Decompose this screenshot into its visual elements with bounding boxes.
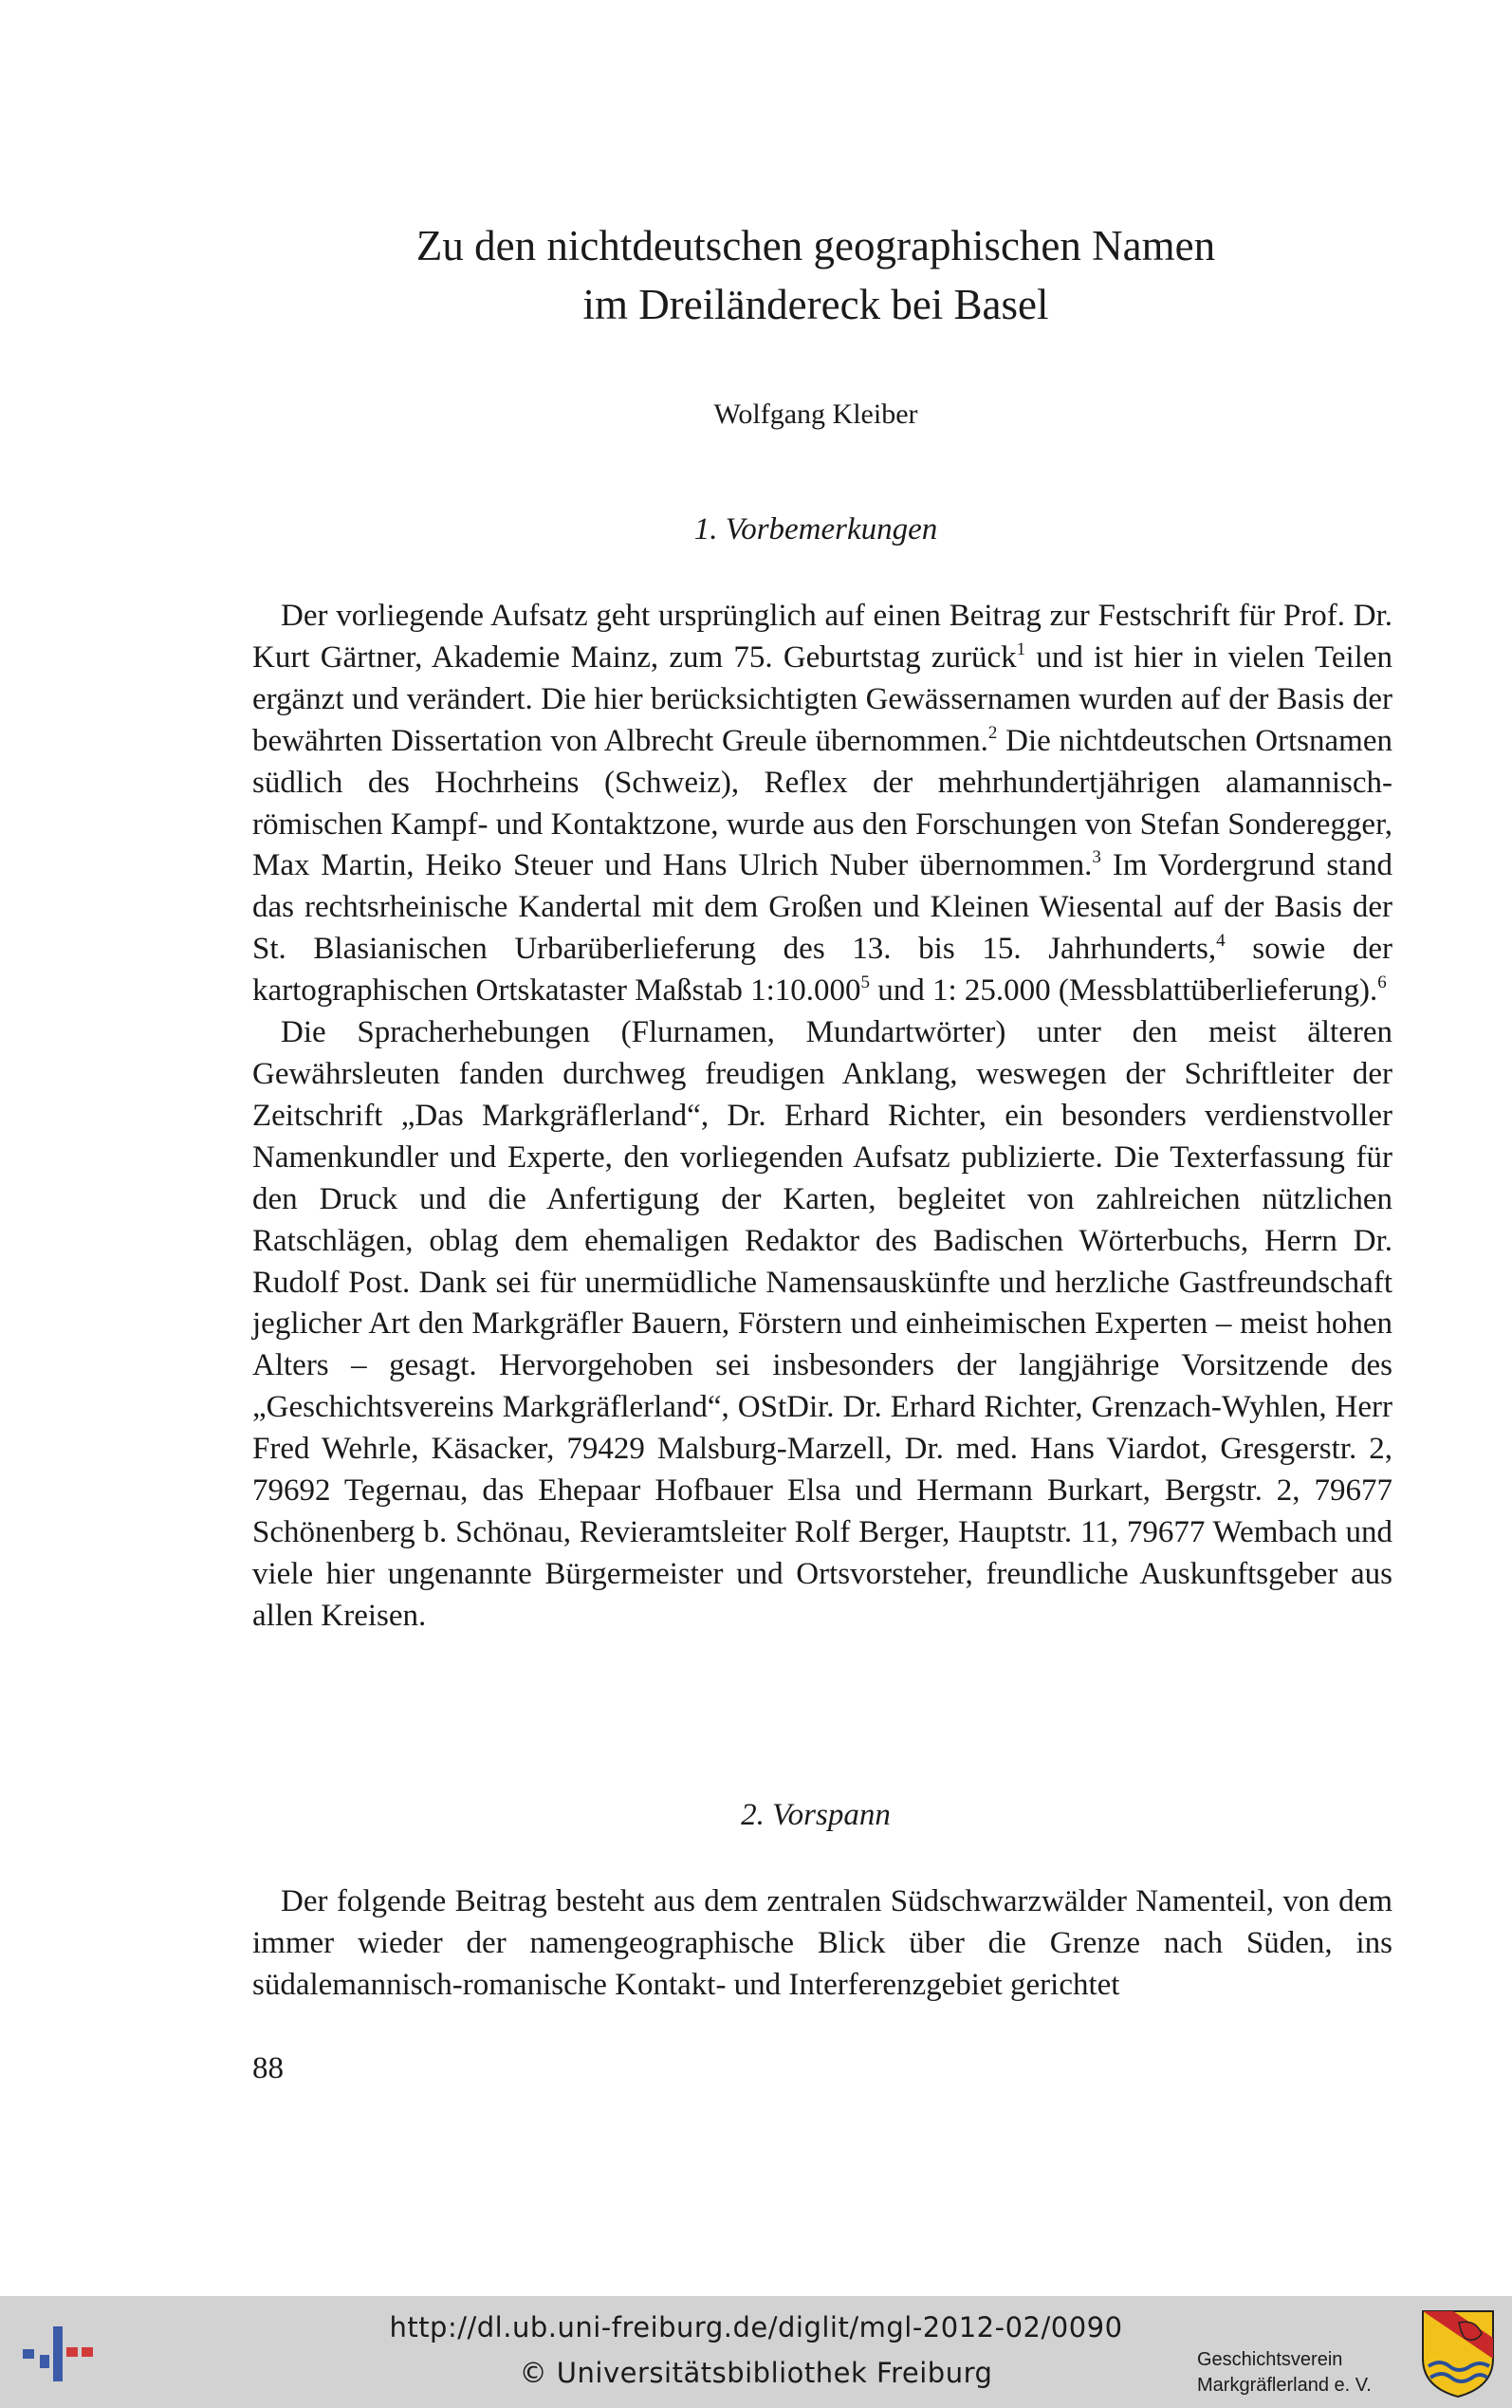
footer-bar — [0, 2296, 1512, 2408]
text-run: und ist hier in vielen Teilen ergänzt und verändert. Die hier berücksichtigten Gewässernamen wurden auf der Basis der bewährten Dissertation von Albrecht Greule übernommen. — [252, 639, 1392, 758]
footnote-ref[interactable]: 4 — [1216, 931, 1226, 952]
footnote-ref[interactable]: 1 — [1016, 639, 1026, 659]
text-run: sowie der kartographischen Ortskataster Maßstab 1:10.000 — [252, 932, 1392, 1009]
text-run: Die nichtdeutschen Ortsnamen südlich des Hochrheins (Schweiz), Reflex der mehrhundertjährigen alamannisch-römischen Kampf- und Kontaktzone, wurde aus den Forschungen von Stefan Sonderegger, Max Martin, Heiko Steuer und Hans Ulrich Nuber übernommen. — [252, 723, 1392, 883]
footnote-ref[interactable]: 6 — [1377, 972, 1387, 993]
footer-copyright: © Universitätsbibliothek Freiburg — [519, 2357, 993, 2389]
section-2-body — [252, 1881, 1392, 2007]
footer-organization — [1197, 2347, 1372, 2399]
author-name: Wolfgang Kleiber — [713, 398, 918, 430]
footnote-ref[interactable]: 2 — [987, 722, 998, 743]
section-heading-2: 2. Vorspann — [741, 1798, 891, 1832]
section-heading-1: 1. Vorbemerkungen — [693, 512, 938, 546]
footnote-ref[interactable]: 5 — [860, 972, 871, 993]
coat-of-arms-icon — [1421, 2309, 1495, 2399]
org-line-2: Markgräflerland e. V. — [1197, 2375, 1372, 2396]
title-line-1: Zu den nichtdeutschen geographischen Namen — [415, 222, 1216, 269]
org-line-1: Geschichtsverein — [1197, 2349, 1343, 2370]
section-1-body — [252, 596, 1392, 1638]
text-run: und 1: 25.000 (Messblattüberlieferung). — [870, 973, 1378, 1009]
article-title — [0, 216, 1512, 334]
paragraph-2: Die Spracherhebungen (Flurnamen, Mundartwörter) unter den meist älteren Gewährsleuten fanden durchweg freudigen Anklang, weswegen der Schriftleiter der Zeitschrift „Das Markgräflerland“, Dr. Erhard Richter, ein besonders verdienstvoller Namenkundler und Experte, den vorliegenden Aufsatz publizierte. Die Texterfassung für den Druck und die Anfertigung der Karten, begleitet von zahlreichen nützlichen Ratschlägen, oblag dem ehemaligen Redaktor des Badischen Wörterbuchs, Herrn Dr. Rudolf Post. Dank sei für unermüdliche Namensauskünfte und herzliche Gastfreundschaft jeglicher Art den Markgräfler Bauern, Förstern und einheimischen Experten – meist hohen Alters – gesagt. Hervorgehoben sei insbesonders der langjährige Vorsitzende des „Geschichtsvereins Markgräflerland“, OStDir. Dr. Erhard Richter, Grenzach-Wyhlen, Herr Fred Wehrle, Käsacker, 79429 Malsburg-Marzell, Dr. med. Hans Viardot, Gresgerstr. 2, 79692 Tegernau, das Ehepaar Hofbauer Elsa und Hermann Burkart, Bergstr. 2, 79677 Schönenberg b. Schönau, Revieramtsleiter Rolf Berger, Hauptstr. 11, 79677 Wembach und viele hier ungenannte Bürgermeister und Ortsvorsteher, freundliche Auskunftsgeber aus allen Kreisen. — [252, 1015, 1392, 1633]
page-number: 88 — [252, 2051, 284, 2085]
footer-url-link[interactable]: http://dl.ub.uni-freiburg.de/diglit/mgl-2012-02/0090 — [389, 2311, 1123, 2343]
paragraph-1 — [252, 596, 1392, 1012]
footnote-ref[interactable]: 3 — [1092, 847, 1101, 868]
text-run: Der vorliegende Aufsatz geht ursprünglich auf einen Beitrag zur Festschrift für Prof. Dr. Kurt Gärtner, Akademie Mainz, zum 75. Geburtstag zurück — [252, 599, 1392, 675]
text-run: Im Vordergrund stand das rechtsrheinische Kandertal mit dem Großen und Kleinen Wiesental auf der Basis der St. Blasianischen Urbarüberlieferung des 13. bis 15. Jahrhunderts, — [252, 848, 1392, 967]
title-line-2: im Dreiländereck bei Basel — [582, 281, 1049, 328]
paragraph-3: Der folgende Beitrag besteht aus dem zentralen Südschwarzwälder Namenteil, von dem immer wieder der namengeographische Blick über die Grenze nach Süden, ins südalemannisch-romanische Kontakt- und Interferenzgebiet gerichtet — [252, 1884, 1392, 2002]
